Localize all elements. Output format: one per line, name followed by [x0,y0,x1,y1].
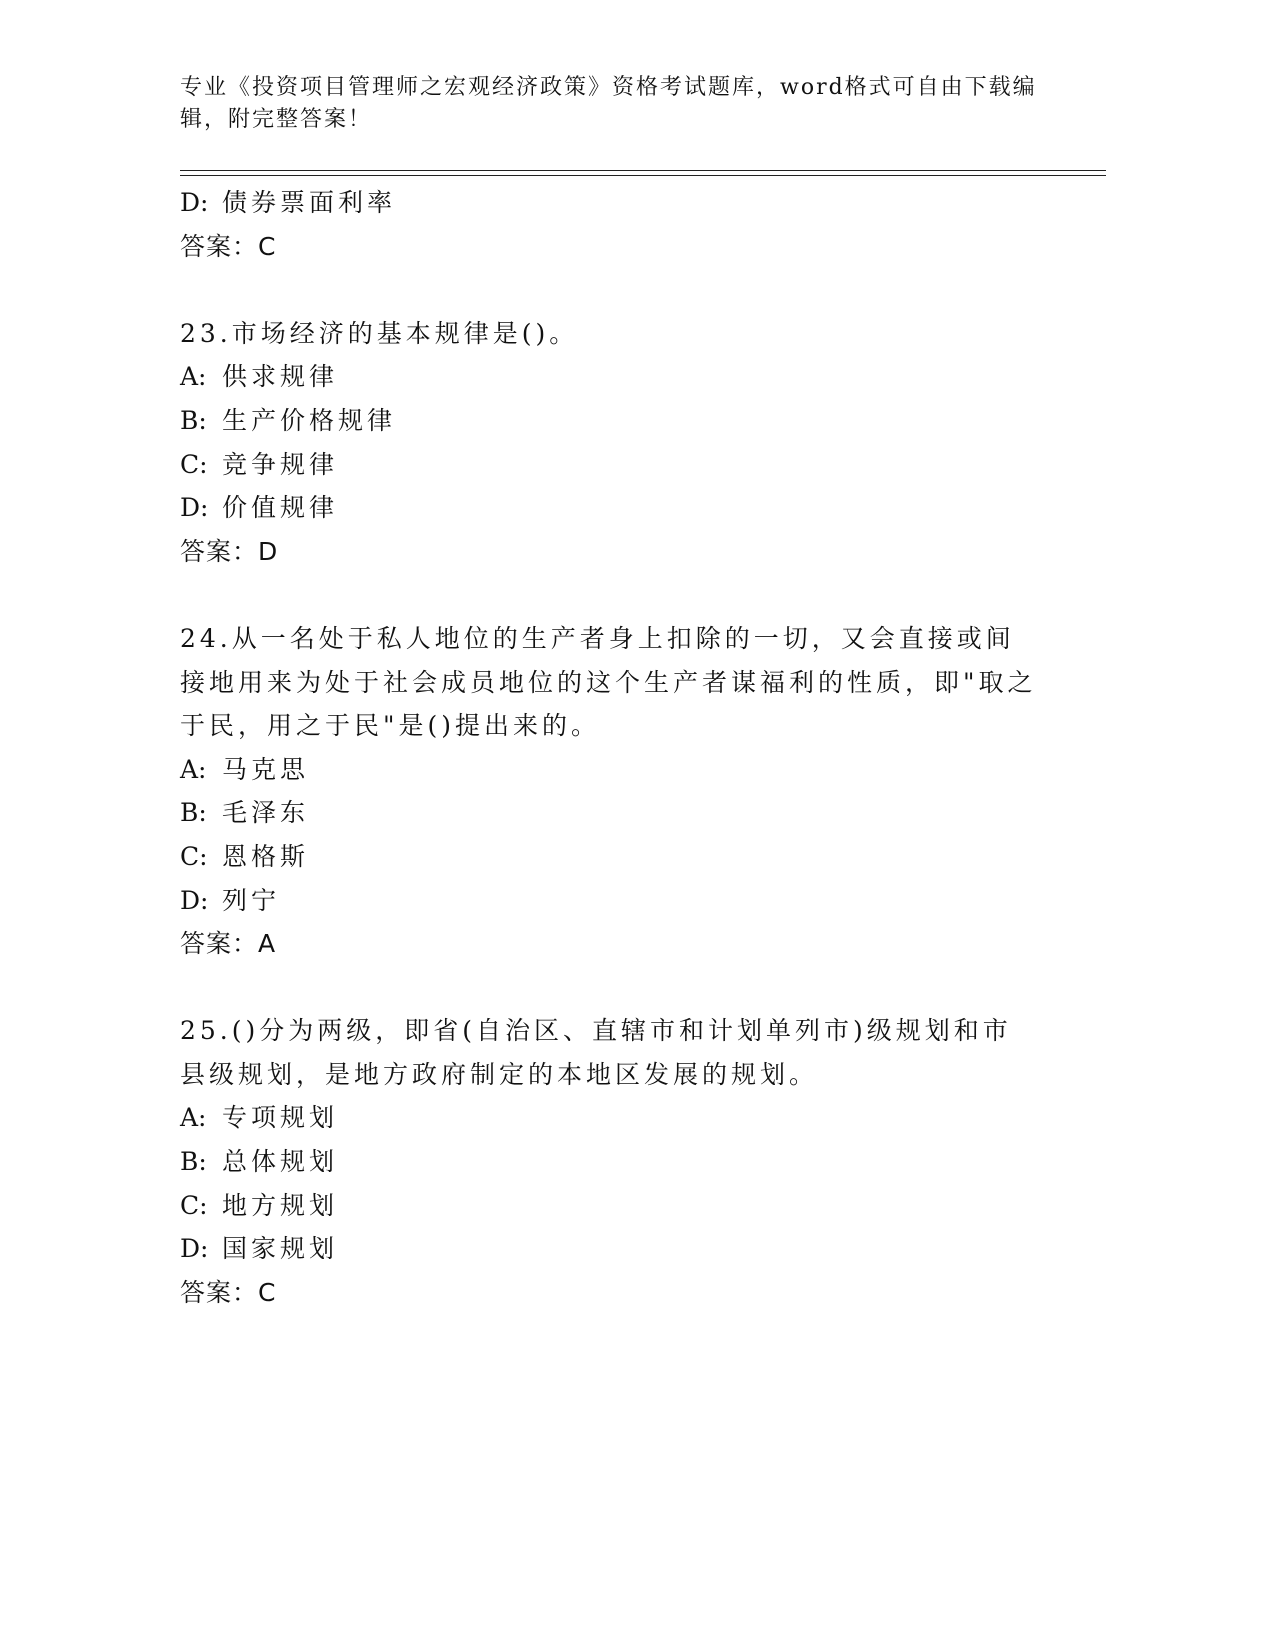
option-label: D: [180,1234,209,1264]
option-d [180,486,1040,530]
carryover-option-d [180,181,1040,225]
question-list [180,181,1040,1314]
question-text: 24.从一名处于私人地位的生产者身上扣除的一切，又会直接或间接地用来为处于社会成员地位的这个生产者谋福利的性质，即"取之于民，用之于民"是()提出来的。 [180,623,1037,741]
spacer [180,966,1040,1010]
question-25 [180,1009,1040,1314]
question-text: 25.()分为两级，即省(自治区、直辖市和计划单列市)级规划和市县级规划，是地方政府制定的本地区发展的规划。 [180,1016,1012,1089]
option-text: 马克思 [222,754,310,784]
option-text: 供求规律 [222,362,339,392]
option-label: C: [180,449,208,479]
header-rule-bottom [180,175,1106,176]
option-label: C: [180,1190,208,1220]
option-a [180,748,1040,792]
header-rule-top [180,170,1106,171]
spacer [180,268,1040,312]
question-24 [180,617,1040,966]
spacer [180,573,1040,617]
option-text: 恩格斯 [222,841,310,871]
option-b [180,1140,1040,1184]
option-label: D: [180,885,209,915]
option-text: 竞争规律 [222,449,339,479]
answer: 答案：C [180,1277,277,1307]
option-label: C: [180,841,208,871]
option-c [180,443,1040,487]
option-text: 价值规律 [222,493,339,523]
option-d [180,879,1040,923]
option-c [180,1184,1040,1228]
option-text: 债券票面利率 [222,188,397,217]
option-label: A: [180,362,207,392]
option-label: B: [180,798,207,828]
option-text: 列宁 [222,885,281,915]
question-23 [180,312,1040,574]
option-a [180,355,1040,399]
answer: 答案：A [180,929,277,959]
document-header: 专业《投资项目管理师之宏观经济政策》资格考试题库，word格式可自由下载编辑，附完整答案！ [180,75,1037,132]
option-label: B: [180,405,207,435]
option-label: D: [180,493,209,523]
option-b [180,791,1040,835]
answer: 答案：D [180,536,279,566]
option-d [180,1227,1040,1271]
option-c [180,835,1040,879]
option-text: 生产价格规律 [222,405,397,435]
option-text: 地方规划 [222,1190,339,1220]
option-a [180,1096,1040,1140]
option-text: 专项规划 [222,1103,339,1133]
question-text: 23.市场经济的基本规律是()。 [180,318,579,348]
option-label: A: [180,754,207,784]
option-text: 总体规划 [222,1147,339,1177]
option-text: 国家规划 [222,1234,339,1264]
option-b [180,399,1040,443]
option-label: A: [180,1103,207,1133]
option-label: B: [180,1147,207,1177]
option-label: D: [180,188,209,217]
option-text: 毛泽东 [222,798,310,828]
carryover-answer: 答案：C [180,231,277,261]
